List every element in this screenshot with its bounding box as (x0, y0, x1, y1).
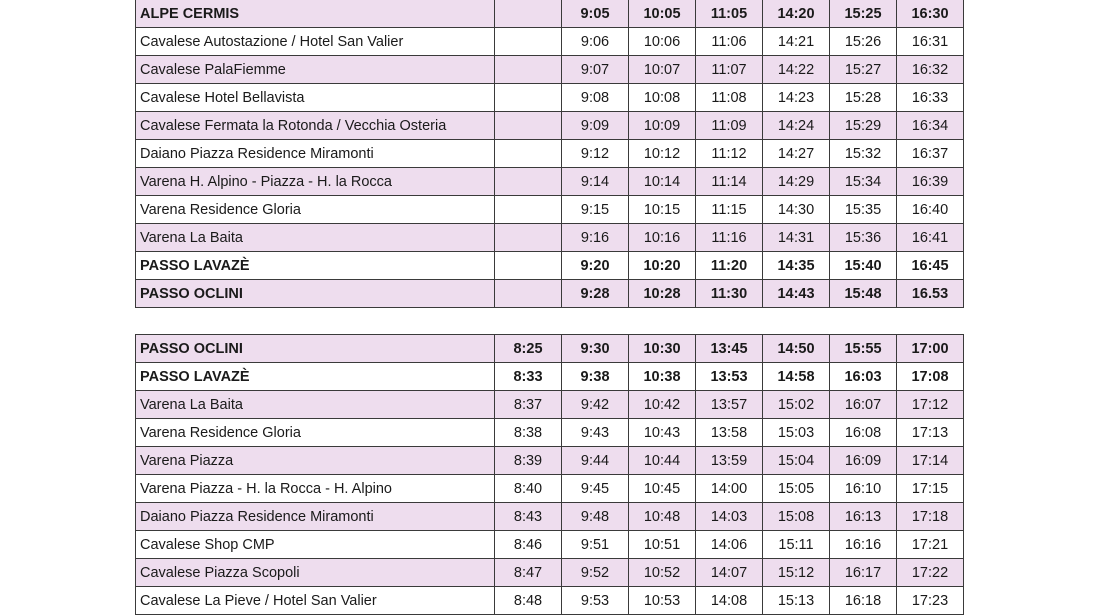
departure-time: 16:07 (830, 391, 897, 419)
table-row (136, 280, 964, 308)
departure-time: 9:07 (562, 56, 629, 84)
departure-time: 15:40 (830, 252, 897, 280)
departure-time: 9:30 (562, 335, 629, 363)
departure-time: 17:21 (897, 531, 964, 559)
departure-time: 16:18 (830, 587, 897, 615)
departure-time: 9:12 (562, 140, 629, 168)
departure-time: 10:05 (629, 0, 696, 28)
departure-time: 8:38 (495, 419, 562, 447)
departure-time: 17:15 (897, 475, 964, 503)
departure-time: 9:14 (562, 168, 629, 196)
stop-name: Varena La Baita (136, 224, 495, 252)
departure-time: 14:21 (763, 28, 830, 56)
departure-time: 8:48 (495, 587, 562, 615)
table-row (136, 503, 964, 531)
departure-time: 9:09 (562, 112, 629, 140)
departure-time: 17:00 (897, 335, 964, 363)
departure-time: 11:14 (696, 168, 763, 196)
departure-time: 8:33 (495, 363, 562, 391)
stop-name: Cavalese Piazza Scopoli (136, 559, 495, 587)
departure-time (495, 252, 562, 280)
table-row (136, 168, 964, 196)
departure-time: 11:07 (696, 56, 763, 84)
departure-time: 11:09 (696, 112, 763, 140)
departure-time (495, 56, 562, 84)
departure-time: 9:44 (562, 447, 629, 475)
timetable-outbound (135, 0, 964, 308)
departure-time: 9:06 (562, 28, 629, 56)
departure-time: 16:30 (897, 0, 964, 28)
departure-time: 9:28 (562, 280, 629, 308)
departure-time: 16:32 (897, 56, 964, 84)
departure-time (495, 280, 562, 308)
departure-time (495, 84, 562, 112)
departure-time: 16:41 (897, 224, 964, 252)
departure-time: 10:16 (629, 224, 696, 252)
table-row (136, 252, 964, 280)
table-row (136, 475, 964, 503)
departure-time: 14:24 (763, 112, 830, 140)
stop-name: Cavalese La Pieve / Hotel San Valier (136, 587, 495, 615)
departure-time: 10:43 (629, 419, 696, 447)
departure-time: 15:28 (830, 84, 897, 112)
departure-time: 15:12 (763, 559, 830, 587)
stop-name: Varena Piazza - H. la Rocca - H. Alpino (136, 475, 495, 503)
departure-time (495, 168, 562, 196)
departure-time: 17:12 (897, 391, 964, 419)
departure-time: 11:12 (696, 140, 763, 168)
table-row (136, 0, 964, 28)
departure-time: 14:06 (696, 531, 763, 559)
departure-time: 16:45 (897, 252, 964, 280)
departure-time: 10:28 (629, 280, 696, 308)
stop-name: Daiano Piazza Residence Miramonti (136, 503, 495, 531)
table-row (136, 391, 964, 419)
stop-name: Daiano Piazza Residence Miramonti (136, 140, 495, 168)
table-row (136, 140, 964, 168)
departure-time: 15:29 (830, 112, 897, 140)
departure-time: 14:07 (696, 559, 763, 587)
departure-time: 14:00 (696, 475, 763, 503)
departure-time: 14:22 (763, 56, 830, 84)
departure-time: 10:53 (629, 587, 696, 615)
departure-time: 10:45 (629, 475, 696, 503)
departure-time: 10:38 (629, 363, 696, 391)
departure-time: 16:10 (830, 475, 897, 503)
departure-time: 15:13 (763, 587, 830, 615)
departure-time: 14:23 (763, 84, 830, 112)
stop-name: Varena La Baita (136, 391, 495, 419)
departure-time: 11:20 (696, 252, 763, 280)
departure-time: 9:51 (562, 531, 629, 559)
departure-time: 15:36 (830, 224, 897, 252)
table-row (136, 559, 964, 587)
departure-time: 15:05 (763, 475, 830, 503)
departure-time: 11:08 (696, 84, 763, 112)
departure-time: 9:43 (562, 419, 629, 447)
departure-time: 17:13 (897, 419, 964, 447)
departure-time: 14:58 (763, 363, 830, 391)
departure-time: 10:48 (629, 503, 696, 531)
departure-time: 17:23 (897, 587, 964, 615)
departure-time: 14:31 (763, 224, 830, 252)
departure-time: 9:45 (562, 475, 629, 503)
departure-time: 16:39 (897, 168, 964, 196)
table-row (136, 84, 964, 112)
departure-time (495, 0, 562, 28)
departure-time: 15:26 (830, 28, 897, 56)
departure-time: 15:03 (763, 419, 830, 447)
departure-time: 10:15 (629, 196, 696, 224)
table-row (136, 196, 964, 224)
departure-time: 13:57 (696, 391, 763, 419)
departure-time: 8:39 (495, 447, 562, 475)
timetable-body (136, 0, 964, 308)
departure-time: 16:17 (830, 559, 897, 587)
departure-time (495, 196, 562, 224)
table-row (136, 363, 964, 391)
departure-time: 16:33 (897, 84, 964, 112)
departure-time: 10:08 (629, 84, 696, 112)
departure-time: 16:31 (897, 28, 964, 56)
stop-name: Cavalese Fermata la Rotonda / Vecchia Osteria (136, 112, 495, 140)
departure-time: 15:02 (763, 391, 830, 419)
stop-name: Varena Residence Gloria (136, 419, 495, 447)
departure-time: 13:45 (696, 335, 763, 363)
departure-time: 9:48 (562, 503, 629, 531)
departure-time: 16:09 (830, 447, 897, 475)
stop-name: Varena Piazza (136, 447, 495, 475)
table-row (136, 419, 964, 447)
stop-name: PASSO LAVAZÈ (136, 252, 495, 280)
stop-name: Cavalese Autostazione / Hotel San Valier (136, 28, 495, 56)
departure-time: 15:08 (763, 503, 830, 531)
departure-time: 9:15 (562, 196, 629, 224)
departure-time: 9:52 (562, 559, 629, 587)
departure-time (495, 28, 562, 56)
departure-time (495, 140, 562, 168)
departure-time: 8:47 (495, 559, 562, 587)
departure-time: 14:43 (763, 280, 830, 308)
table-row (136, 447, 964, 475)
departure-time: 9:20 (562, 252, 629, 280)
stop-name: PASSO OCLINI (136, 335, 495, 363)
table-row (136, 335, 964, 363)
departure-time: 16:40 (897, 196, 964, 224)
departure-time: 17:18 (897, 503, 964, 531)
departure-time: 10:07 (629, 56, 696, 84)
table-row (136, 224, 964, 252)
stop-name: Varena H. Alpino - Piazza - H. la Rocca (136, 168, 495, 196)
departure-time: 10:42 (629, 391, 696, 419)
departure-time: 10:52 (629, 559, 696, 587)
departure-time: 10:20 (629, 252, 696, 280)
stop-name: Cavalese PalaFiemme (136, 56, 495, 84)
departure-time: 10:14 (629, 168, 696, 196)
departure-time: 15:25 (830, 0, 897, 28)
departure-time: 9:38 (562, 363, 629, 391)
departure-time: 11:16 (696, 224, 763, 252)
departure-time: 17:08 (897, 363, 964, 391)
departure-time: 10:09 (629, 112, 696, 140)
departure-time: 14:29 (763, 168, 830, 196)
stop-name: Varena Residence Gloria (136, 196, 495, 224)
departure-time: 15:27 (830, 56, 897, 84)
departure-time: 10:30 (629, 335, 696, 363)
departure-time (495, 224, 562, 252)
departure-time: 9:05 (562, 0, 629, 28)
table-row (136, 112, 964, 140)
departure-time: 8:37 (495, 391, 562, 419)
departure-time (495, 112, 562, 140)
departure-time: 17:22 (897, 559, 964, 587)
table-row (136, 531, 964, 559)
departure-time: 16:08 (830, 419, 897, 447)
departure-time: 14:35 (763, 252, 830, 280)
departure-time: 8:43 (495, 503, 562, 531)
departure-time: 11:05 (696, 0, 763, 28)
departure-time: 16:03 (830, 363, 897, 391)
departure-time: 14:27 (763, 140, 830, 168)
departure-time: 9:08 (562, 84, 629, 112)
departure-time: 16:16 (830, 531, 897, 559)
departure-time: 10:06 (629, 28, 696, 56)
departure-time: 10:51 (629, 531, 696, 559)
departure-time: 16:37 (897, 140, 964, 168)
departure-time: 16.53 (897, 280, 964, 308)
departure-time: 10:44 (629, 447, 696, 475)
departure-time: 14:03 (696, 503, 763, 531)
departure-time: 11:15 (696, 196, 763, 224)
departure-time: 13:58 (696, 419, 763, 447)
departure-time: 11:06 (696, 28, 763, 56)
timetable-return (135, 334, 964, 615)
departure-time: 14:50 (763, 335, 830, 363)
stop-name: PASSO OCLINI (136, 280, 495, 308)
departure-time: 16:34 (897, 112, 964, 140)
departure-time: 15:04 (763, 447, 830, 475)
departure-time: 14:30 (763, 196, 830, 224)
departure-time: 8:25 (495, 335, 562, 363)
stop-name: Cavalese Shop CMP (136, 531, 495, 559)
departure-time: 15:48 (830, 280, 897, 308)
departure-time: 15:32 (830, 140, 897, 168)
departure-time: 16:13 (830, 503, 897, 531)
table-row (136, 587, 964, 615)
departure-time: 15:11 (763, 531, 830, 559)
departure-time: 17:14 (897, 447, 964, 475)
departure-time: 15:35 (830, 196, 897, 224)
departure-time: 9:16 (562, 224, 629, 252)
departure-time: 10:12 (629, 140, 696, 168)
departure-time: 13:53 (696, 363, 763, 391)
departure-time: 8:40 (495, 475, 562, 503)
departure-time: 15:34 (830, 168, 897, 196)
departure-time: 14:20 (763, 0, 830, 28)
stop-name: PASSO LAVAZÈ (136, 363, 495, 391)
stop-name: Cavalese Hotel Bellavista (136, 84, 495, 112)
table-row (136, 56, 964, 84)
departure-time: 14:08 (696, 587, 763, 615)
departure-time: 11:30 (696, 280, 763, 308)
departure-time: 9:53 (562, 587, 629, 615)
departure-time: 9:42 (562, 391, 629, 419)
table-row (136, 28, 964, 56)
departure-time: 8:46 (495, 531, 562, 559)
departure-time: 15:55 (830, 335, 897, 363)
stop-name: ALPE CERMIS (136, 0, 495, 28)
departure-time: 13:59 (696, 447, 763, 475)
timetable-body (136, 335, 964, 615)
